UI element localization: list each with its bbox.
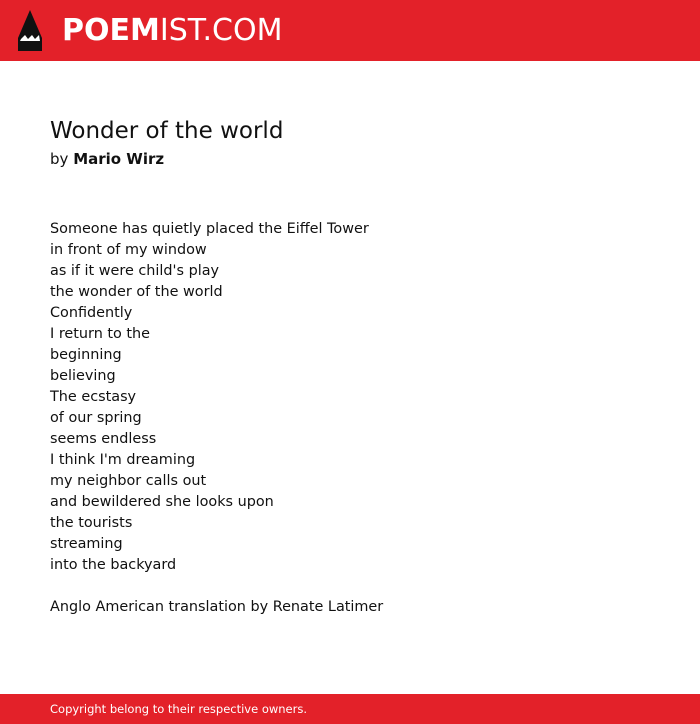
poem-line: in front of my window: [50, 242, 207, 258]
poem-line: the wonder of the world: [50, 284, 223, 300]
poem-line: beginning: [50, 347, 122, 363]
poem-line: I return to the: [50, 326, 151, 342]
poem-author: Mario Wirz: [73, 150, 165, 168]
poem-title: Wonder of the world: [50, 118, 284, 144]
poem-line: and bewildered she looks upon: [50, 494, 274, 510]
poem-line: as if it were child's play: [50, 263, 220, 279]
pencil-icon: [18, 10, 42, 51]
translation-credit: Anglo American translation by Renate Latimer: [50, 599, 384, 615]
poem-line: believing: [50, 368, 116, 384]
poem-line: seems endless: [50, 431, 157, 447]
copyright-text: Copyright belong to their respective owners.: [50, 702, 308, 716]
poem-line: of our spring: [50, 410, 142, 426]
poem-body: [50, 219, 369, 576]
poem-line: Confidently: [50, 305, 133, 321]
poem-line: my neighbor calls out: [50, 473, 207, 489]
site-logo-link[interactable]: [62, 13, 282, 49]
poem-line: I think I'm dreaming: [50, 452, 196, 468]
site-header: [0, 0, 700, 61]
poem-line: The ecstasy: [50, 389, 137, 405]
poem-line: into the backyard: [50, 557, 177, 573]
poem-byline: [50, 149, 164, 169]
poem-line: the tourists: [50, 515, 133, 531]
site-footer: [0, 694, 700, 724]
logo-text-bold: POEM: [62, 13, 160, 48]
poem-line: Someone has quietly placed the Eiffel Tower: [50, 221, 369, 237]
poem-line: streaming: [50, 536, 123, 552]
byline-prefix: by: [50, 150, 69, 168]
logo-text-light: IST.COM: [159, 13, 283, 48]
